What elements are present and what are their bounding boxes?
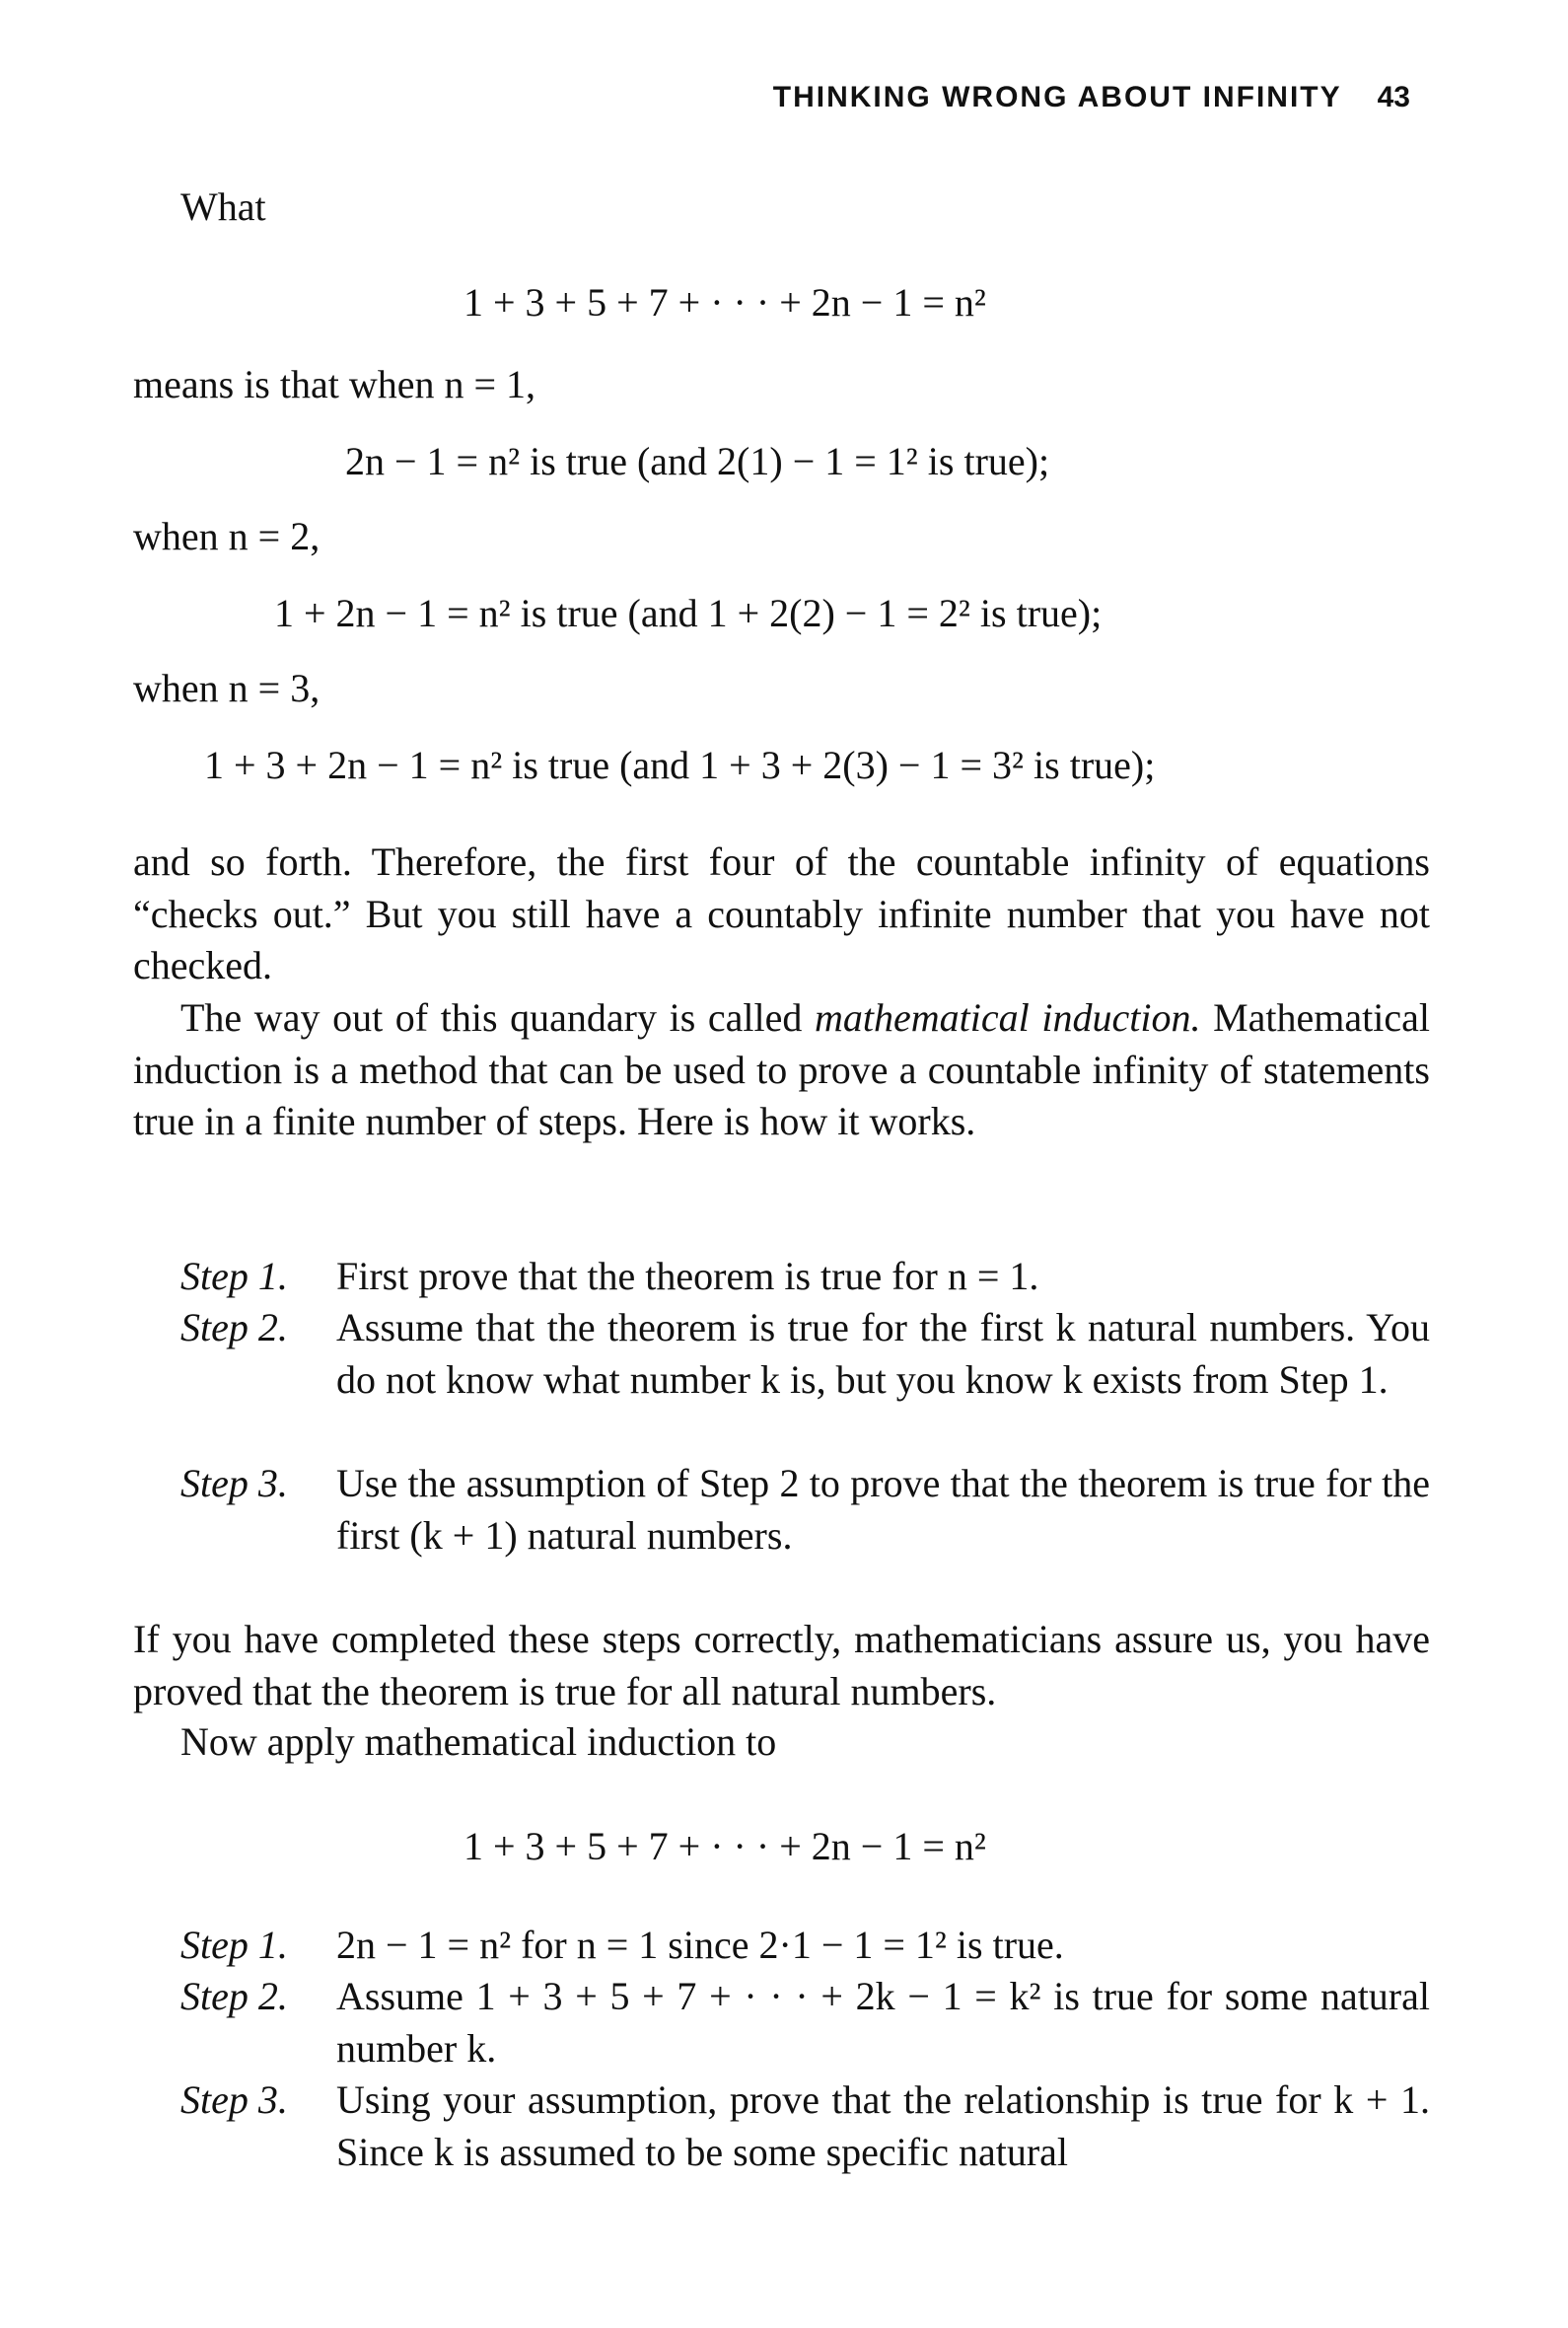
step-text: Using your assumption, prove that the relationship is true for k + 1. Since k is assumed to be some specific natural <box>336 2077 1430 2174</box>
para2-rest: Mathematical induction is a method that can be used to prove a countable infinity of statements true in a finite number of steps. Here is how it works. <box>133 995 1431 1143</box>
method-step-3 <box>180 1458 1430 1562</box>
term-mathematical-induction: mathematical induction. <box>815 995 1201 1040</box>
case-n1-equation: 2n − 1 = n² is true (and 2(1) − 1 = 1² is true); <box>345 439 1050 483</box>
applied-step-3 <box>180 2074 1430 2178</box>
paragraph-mathematical-induction <box>133 992 1430 1148</box>
case-n2-equation: 1 + 2n − 1 = n² is true (and 1 + 2(2) − 1 = 2² is true); <box>274 591 1103 635</box>
step-label: Step 3. <box>180 2077 288 2122</box>
applied-step-1 <box>180 1920 1430 1972</box>
step-label: Step 2. <box>180 1974 288 2018</box>
step-text: Assume 1 + 3 + 5 + 7 + · · · + 2k − 1 = k² is true for some natural number k. <box>336 1974 1430 2071</box>
chapter-title: THINKING WRONG ABOUT INFINITY <box>772 81 1342 113</box>
what-word: What <box>180 184 266 229</box>
applied-step-2 <box>180 1971 1430 2074</box>
step-label: Step 1. <box>180 1254 288 1298</box>
case-n3-equation: 1 + 3 + 2n − 1 = n² is true (and 1 + 3 + 2(3) − 1 = 3² is true); <box>204 743 1156 787</box>
paragraph-checks-out: and so forth. Therefore, the first four of the countable infinity of equations “checks out.” But you still have a countably infinite number that you have not checked. <box>133 839 1430 987</box>
step-text: Assume that the theorem is true for the first k natural numbers. You do not know what number k is, but you know k exists from Step 1. <box>336 1305 1430 1402</box>
method-step-2 <box>180 1302 1430 1406</box>
page-number: 43 <box>1377 81 1410 113</box>
running-header <box>773 81 1410 114</box>
step-label: Step 2. <box>180 1305 288 1349</box>
paragraph-completed-steps: If you have completed these steps correctly, mathematicians assure us, you have proved that the theorem is true for all natural numbers. <box>133 1617 1430 1713</box>
method-step-1 <box>180 1251 1430 1303</box>
when-n3-line: when n = 3, <box>133 666 321 710</box>
step-text: 2n − 1 = n² for n = 1 since 2·1 − 1 = 1² is true. <box>336 1923 1064 1967</box>
equation-sum-odd-numbers: 1 + 3 + 5 + 7 + · · · + 2n − 1 = n² <box>463 280 986 325</box>
step-label: Step 1. <box>180 1923 288 1967</box>
equation-sum-odd-numbers-repeat: 1 + 3 + 5 + 7 + · · · + 2n − 1 = n² <box>463 1824 986 1868</box>
step-label: Step 3. <box>180 1461 288 1505</box>
when-n2-line: when n = 2, <box>133 514 321 558</box>
step-text: First prove that the theorem is true for n = 1. <box>336 1254 1039 1298</box>
para2-start: The way out of this quandary is called <box>180 995 803 1040</box>
means-line: means is that when n = 1, <box>133 362 536 406</box>
paragraph-now-apply: Now apply mathematical induction to <box>180 1719 777 1764</box>
step-text: Use the assumption of Step 2 to prove that the theorem is true for the first (k + 1) natural numbers. <box>336 1461 1430 1558</box>
